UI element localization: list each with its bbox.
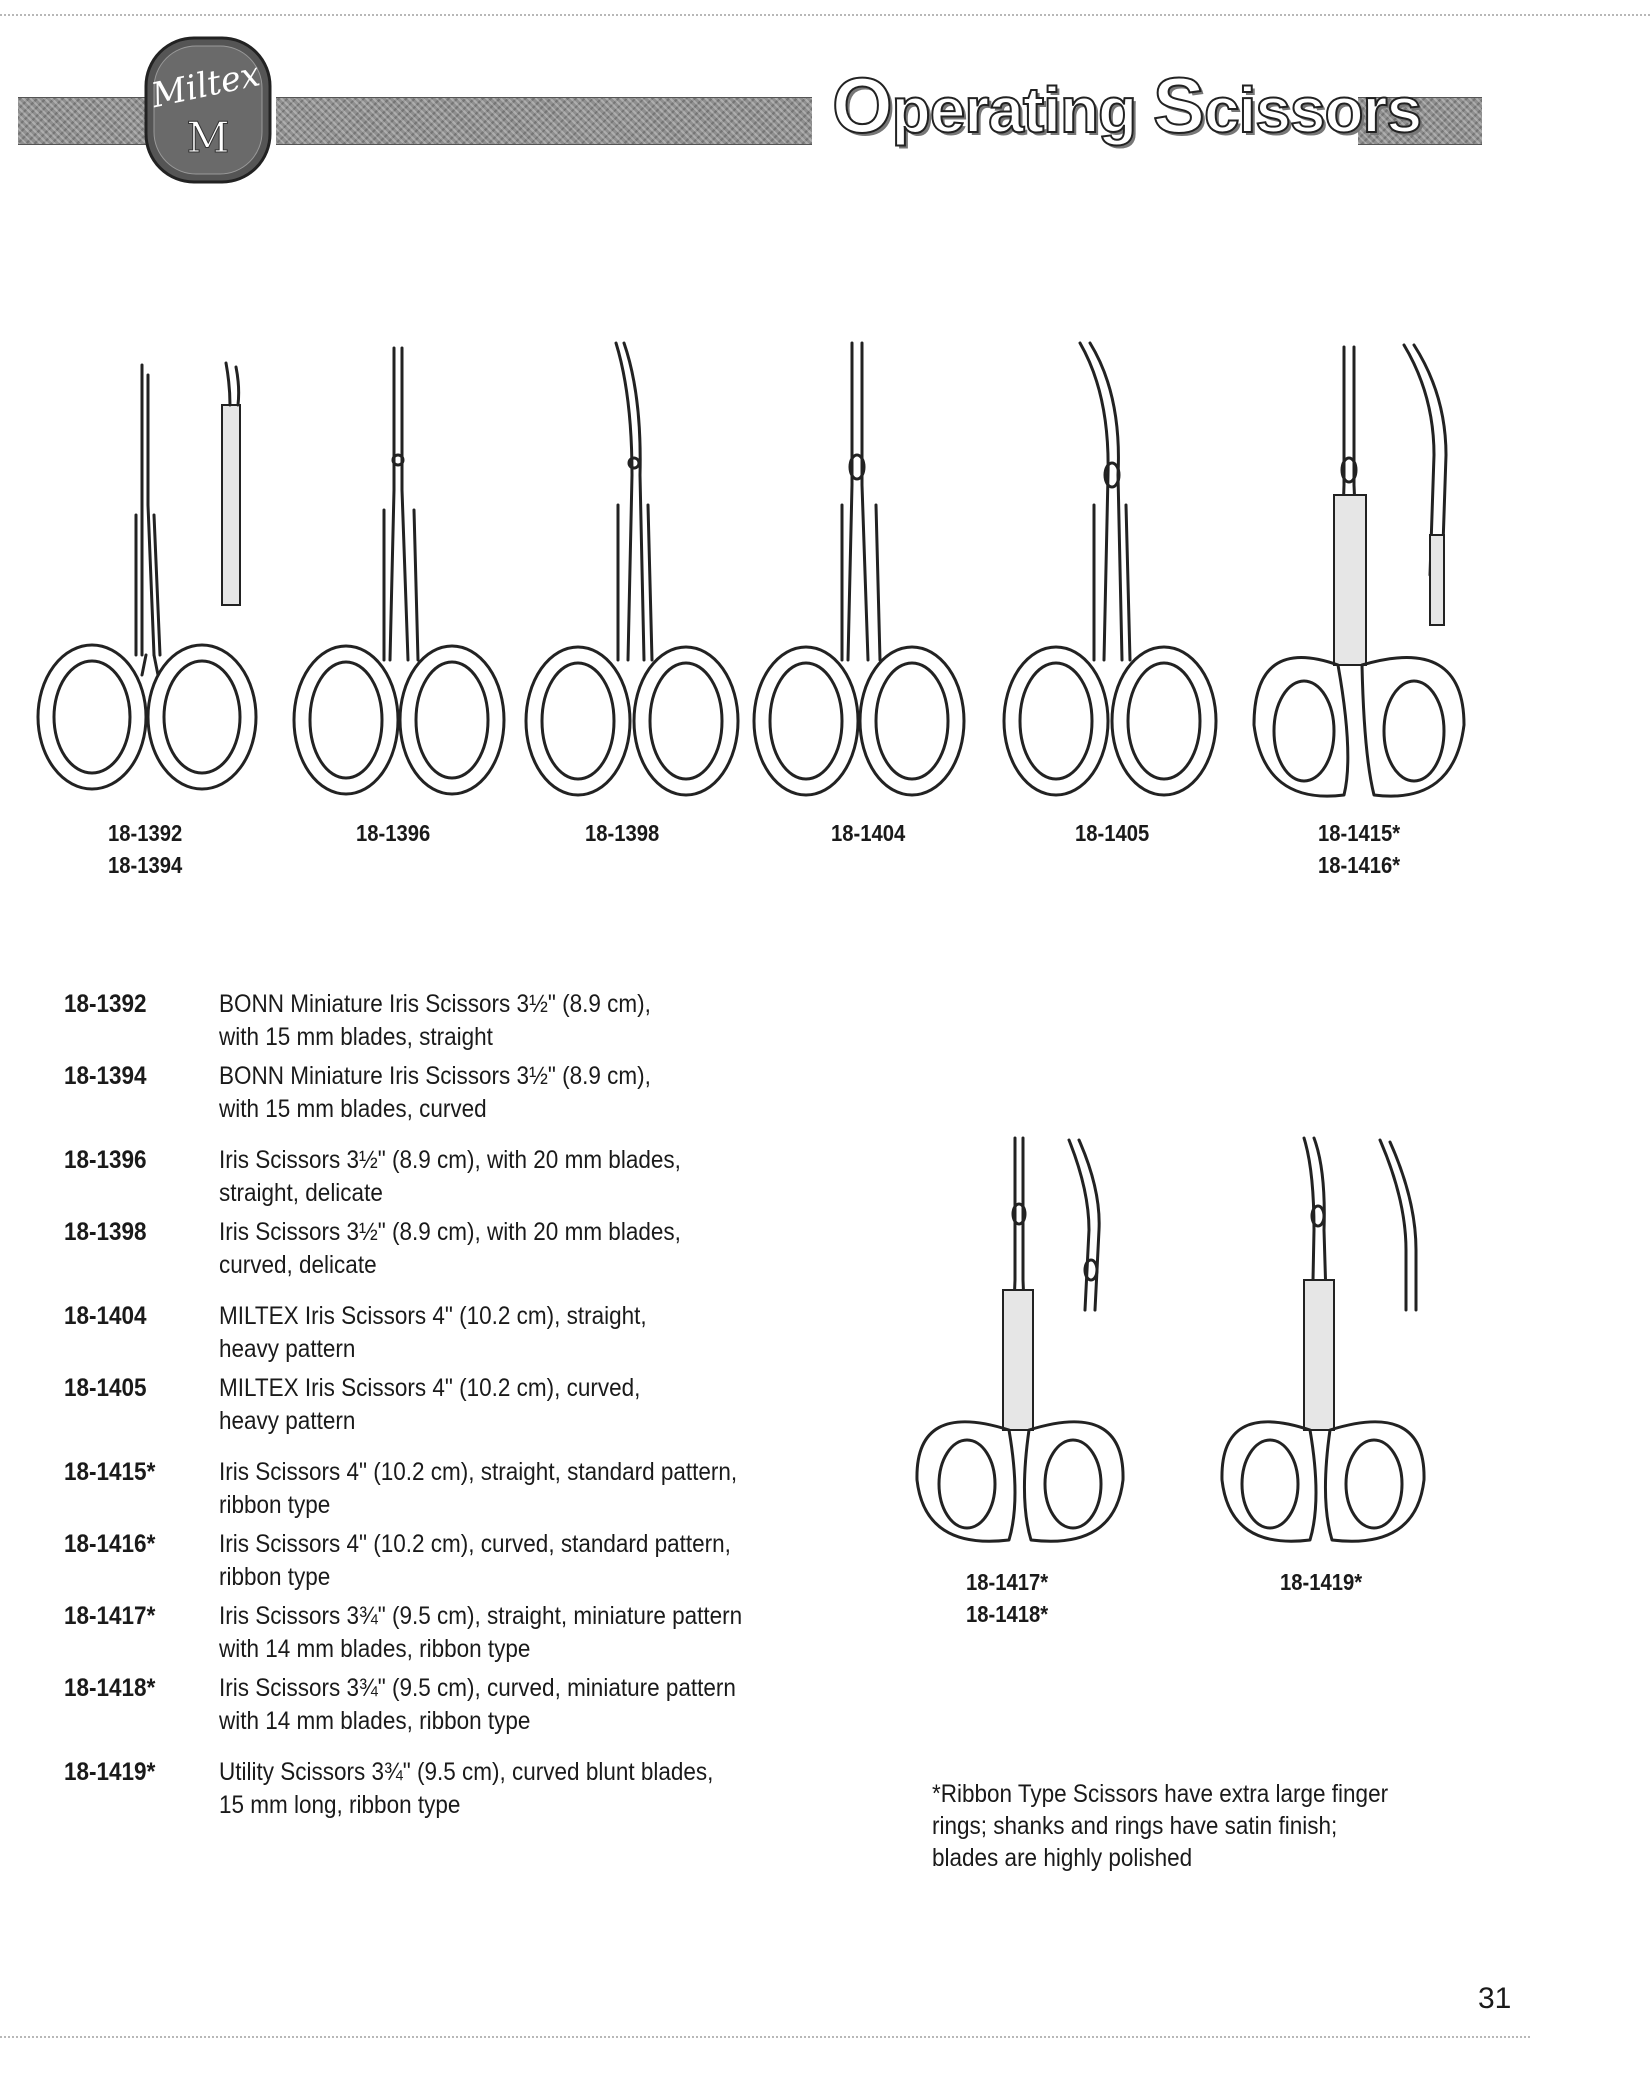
spec-description: Iris Scissors 3½" (8.9 cm), with 20 mm blades, curved, delicate [219, 1218, 681, 1279]
spec-code: 18-1415* [64, 1458, 156, 1486]
scissors-illustration [905, 1130, 1165, 1570]
figure-label: 18-1392 18-1394 [108, 820, 183, 878]
spec-code: 18-1404 [64, 1302, 147, 1330]
spec-item [64, 1528, 834, 1600]
spec-description: Utility Scissors 3¾" (9.5 cm), curved blunt blades, 15 mm long, ribbon type [219, 1758, 714, 1819]
spec-item [64, 1300, 834, 1372]
spec-item [64, 1756, 834, 1828]
spec-item [64, 1372, 834, 1456]
spec-code: 18-1419* [64, 1758, 156, 1786]
spec-description: MILTEX Iris Scissors 4" (10.2 cm), straight, heavy pattern [219, 1302, 647, 1363]
scissors-illustration [30, 355, 270, 815]
spec-code: 18-1405 [64, 1374, 147, 1402]
page-title [832, 60, 1421, 151]
spec-item [64, 1600, 834, 1672]
logo-monogram: M [186, 113, 230, 162]
scissors-illustration [998, 335, 1218, 820]
specification-list [64, 988, 834, 1828]
spec-code: 18-1416* [64, 1530, 156, 1558]
spec-code: 18-1417* [64, 1602, 156, 1630]
miltex-logo [142, 34, 274, 186]
spec-item [64, 1456, 834, 1528]
ribbon-type-footnote: *Ribbon Type Scissors have extra large finger rings; shanks and rings have satin finish; blades are highly polished [932, 1780, 1389, 1872]
figure-label: 18-1415* 18-1416* [1318, 820, 1401, 878]
spec-code: 18-1398 [64, 1218, 147, 1246]
spec-description: Iris Scissors 4" (10.2 cm), straight, standard pattern, ribbon type [219, 1458, 738, 1519]
figure-label: 18-1419* [1280, 1569, 1363, 1595]
spec-description: BONN Miniature Iris Scissors 3½" (8.9 cm), with 15 mm blades, straight [219, 990, 651, 1051]
spec-description: Iris Scissors 4" (10.2 cm), curved, standard pattern, ribbon type [219, 1530, 731, 1591]
spec-code: 18-1394 [64, 1062, 147, 1090]
spec-item [64, 1144, 834, 1216]
figure-label: 18-1417* 18-1418* [966, 1569, 1049, 1627]
spec-item [64, 1216, 834, 1300]
spec-description: MILTEX Iris Scissors 4" (10.2 cm), curved, heavy pattern [219, 1374, 641, 1435]
title-second-rest: cissors [1203, 74, 1422, 146]
top-edge-rule [0, 14, 1650, 16]
spec-code: 18-1418* [64, 1674, 156, 1702]
scissors-illustration [1234, 335, 1494, 820]
page-number: 31 [1478, 1982, 1512, 2015]
scissors-illustration [520, 335, 740, 820]
title-first-cap: O [832, 61, 892, 149]
figure-label: 18-1396 [356, 820, 431, 846]
spec-item [64, 1060, 834, 1144]
bottom-edge-rule [0, 2036, 1530, 2038]
spec-item [64, 1672, 834, 1756]
spec-code: 18-1396 [64, 1146, 147, 1174]
scissors-illustration [290, 340, 510, 820]
title-first-rest: perating [891, 74, 1153, 146]
spec-code: 18-1392 [64, 990, 147, 1018]
scissors-illustration [1210, 1130, 1450, 1570]
header-bar-left [18, 97, 146, 145]
figure-label: 18-1405 [1075, 820, 1150, 846]
logo-script-text: Miltex [147, 54, 264, 117]
spec-description: BONN Miniature Iris Scissors 3½" (8.9 cm), with 15 mm blades, curved [219, 1062, 651, 1123]
spec-description: Iris Scissors 3¾" (9.5 cm), curved, miniature pattern with 14 mm blades, ribbon type [219, 1674, 736, 1735]
spec-item [64, 988, 834, 1060]
spec-description: Iris Scissors 3¾" (9.5 cm), straight, miniature pattern with 14 mm blades, ribbon type [219, 1602, 743, 1663]
scissors-illustration [752, 335, 972, 820]
figure-label: 18-1398 [585, 820, 660, 846]
header-bar-middle [276, 97, 812, 145]
spec-description: Iris Scissors 3½" (8.9 cm), with 20 mm blades, straight, delicate [219, 1146, 681, 1207]
figure-label: 18-1404 [831, 820, 906, 846]
title-second-cap: S [1152, 61, 1204, 149]
